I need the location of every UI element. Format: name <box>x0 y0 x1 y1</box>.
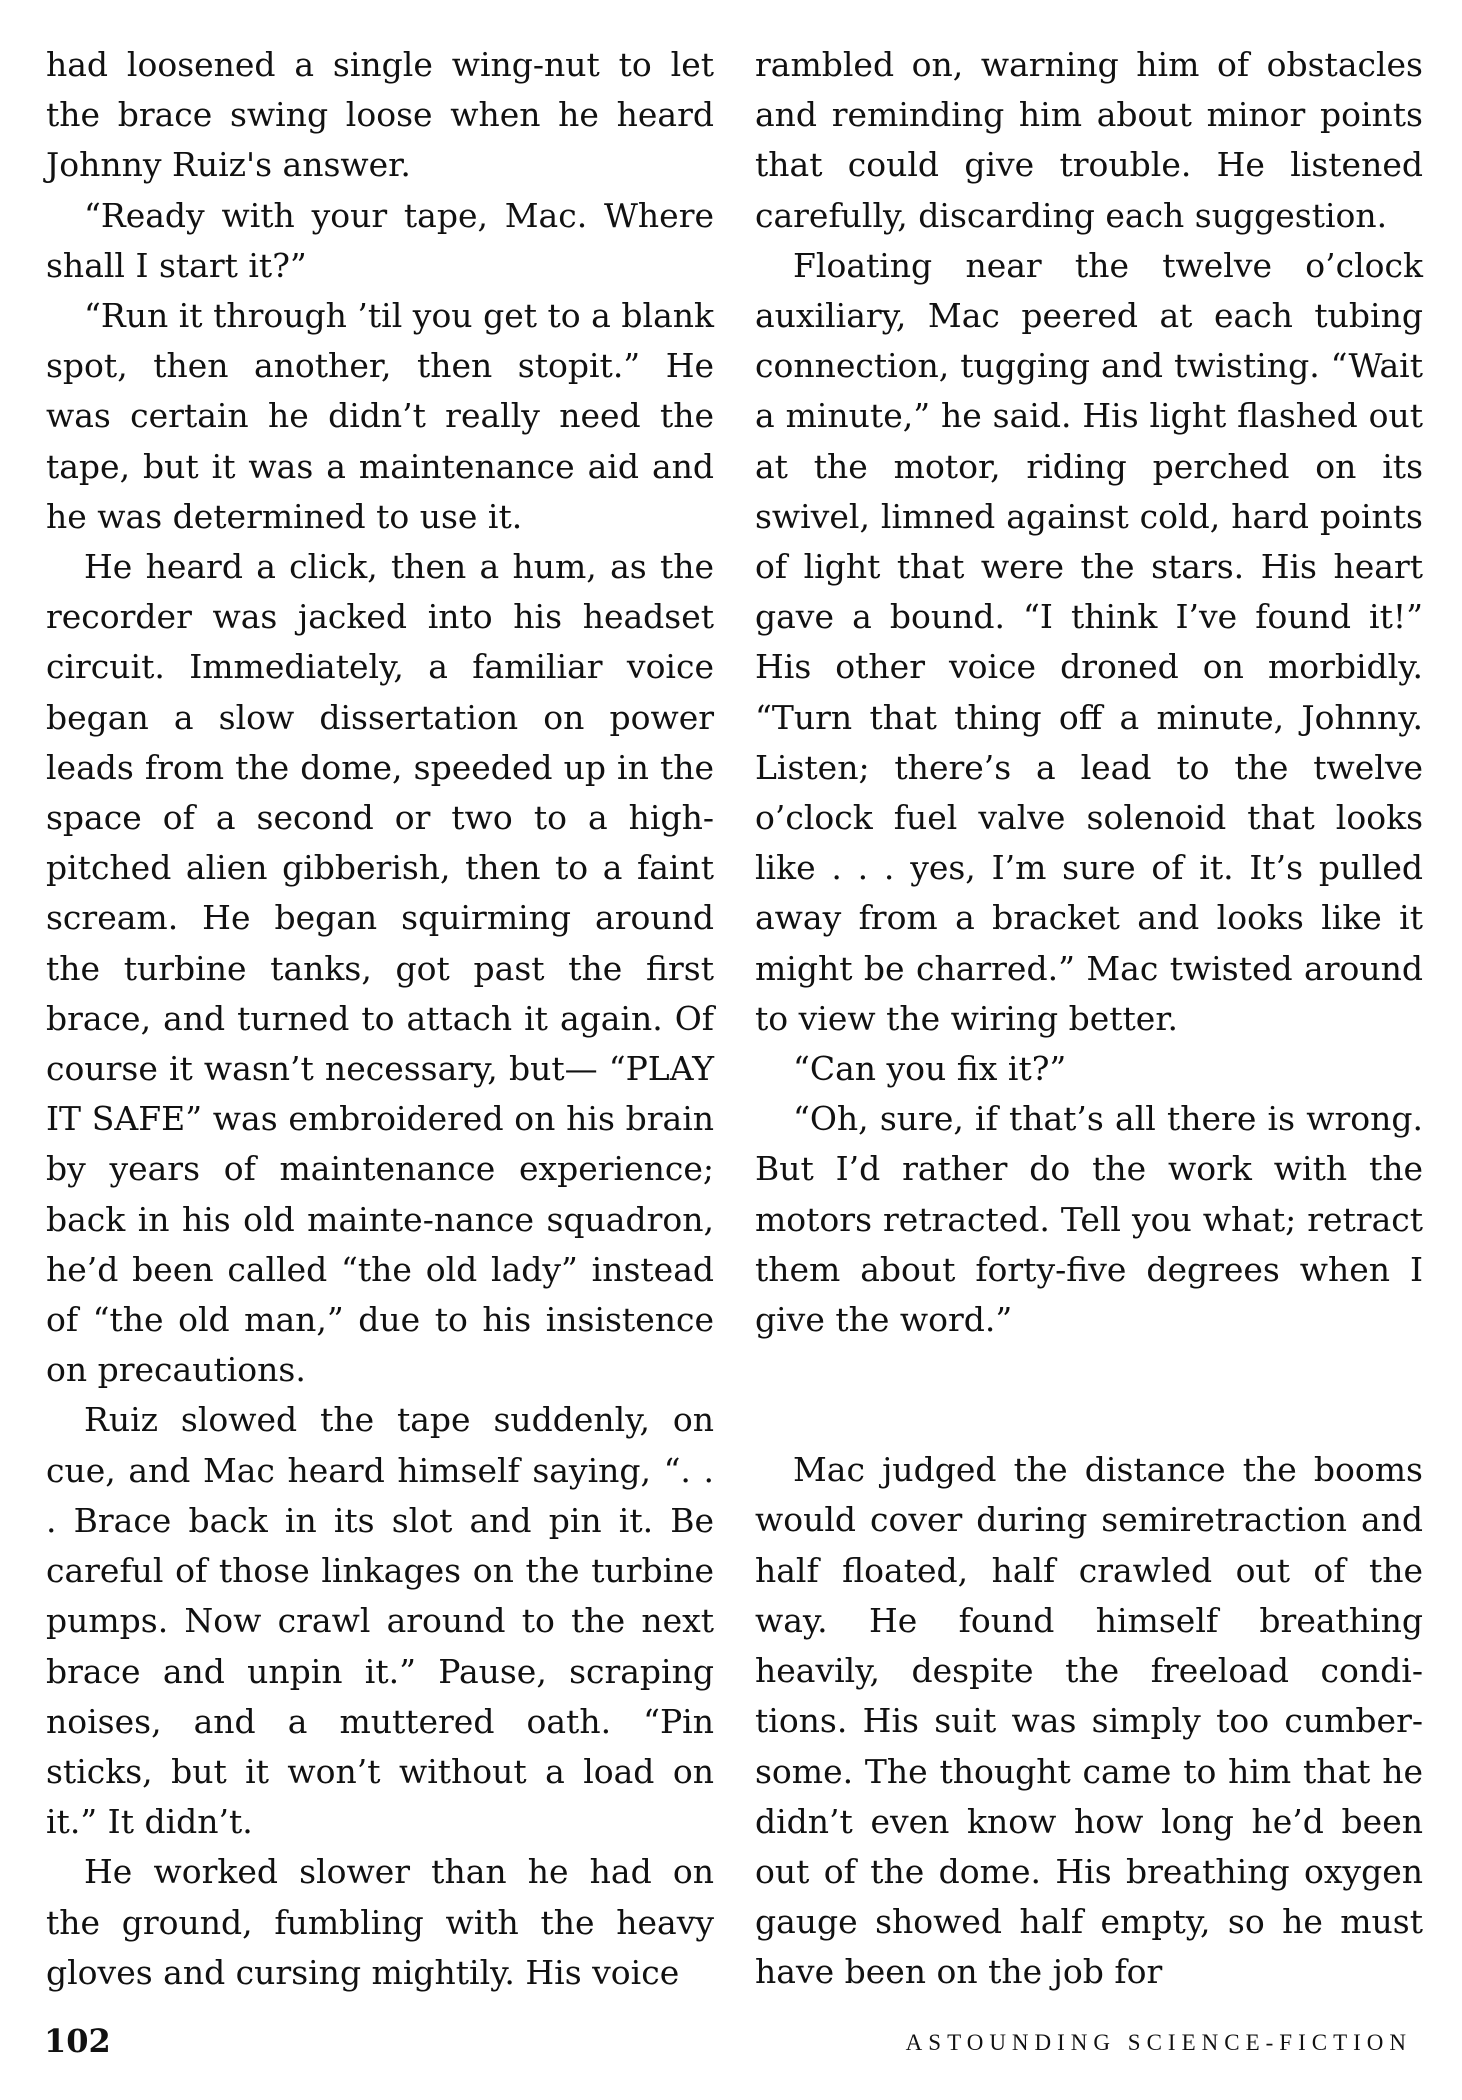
paragraph: Mac judged the distance the booms would cover during semiretraction and half floated, half crawled out of the way. He found himself breathing heavily, despite the freeload condi-tions. His suit was simply too cumber-some. The thought came to him that he didn’t even know how long he’d been out of the dome. His breathing oxygen gauge showed half empty, so he must have been on the job for <box>755 1450 1423 1992</box>
paragraph: Ruiz slowed the tape suddenly, on cue, and Mac heard himself saying, “. . . Brace back in its slot and pin it. Be careful of those linkages on the turbine pumps. Now crawl around to the next brace and unpin it.” Pause, scraping noises, and a muttered oath. “Pin sticks, but it won’t without a load on it.” It didn’t. <box>46 1400 714 1842</box>
paragraph: Floating near the twelve o’clock auxiliary, Mac peered at each tubing connection, tugging and twisting. “Wait a minute,” he said. His light flashed out at the motor, riding perched on its swivel, limned against cold, hard points of light that were the stars. His heart gave a bound. “I think I’ve found it!” His other voice droned on morbidly. “Turn that thing off a minute, Johnny. Listen; there’s a lead to the twelve o’clock fuel valve solenoid that looks like . . . yes, I’m sure of it. It’s pulled away from a bracket and looks like it might be charred.” Mac twisted around to view the wiring better. <box>755 245 1423 1038</box>
paragraph: “Ready with your tape, Mac. Where shall I start it?” <box>46 195 714 285</box>
paragraph: He heard a click, then a hum, as the recorder was jacked into his headset circuit. Immediately, a familiar voice began a slow dissertation on power leads from the dome, speeded up in the space of a second or two to a high-pitched alien gibberish, then to a faint scream. He began squirming around the turbine tanks, got past the first brace, and turned to attach it again. Of course it wasn’t necessary, but— “PLAY IT SAFE” was embroidered on his brain by years of maintenance experience; back in his old mainte-nance squadron, he’d been called “the old lady” instead of “the old man,” due to his insistence on precautions. <box>46 547 714 1390</box>
running-title: ASTOUNDING SCIENCE-FICTION <box>905 2030 1412 2055</box>
paragraph: rambled on, warning him of obstacles and reminding him about minor points that could give trouble. He listened carefully, discarding each suggestion. <box>755 45 1423 235</box>
page-number: 102 <box>44 2022 111 2060</box>
paragraph: “Oh, sure, if that’s all there is wrong. But I’d rather do the work with the motors retracted. Tell you what; retract them about forty-five degrees when I give the word.” <box>755 1099 1423 1340</box>
paragraph: “Run it through ’til you get to a blank spot, then another, then stopit.” He was certain he didn’t really need the tape, but it was a maintenance aid and he was determined to use it. <box>46 296 714 536</box>
right-text-column <box>755 40 1423 1998</box>
paragraph: had loosened a single wing-nut to let the brace swing loose when he heard Johnny Ruiz's answer. <box>46 45 714 185</box>
left-text-column <box>46 40 714 1998</box>
paragraph: He worked slower than he had on the ground, fumbling with the heavy gloves and cursing mightily. His voice <box>46 1852 714 1992</box>
paragraph: “Can you fix it?” <box>793 1049 1067 1089</box>
